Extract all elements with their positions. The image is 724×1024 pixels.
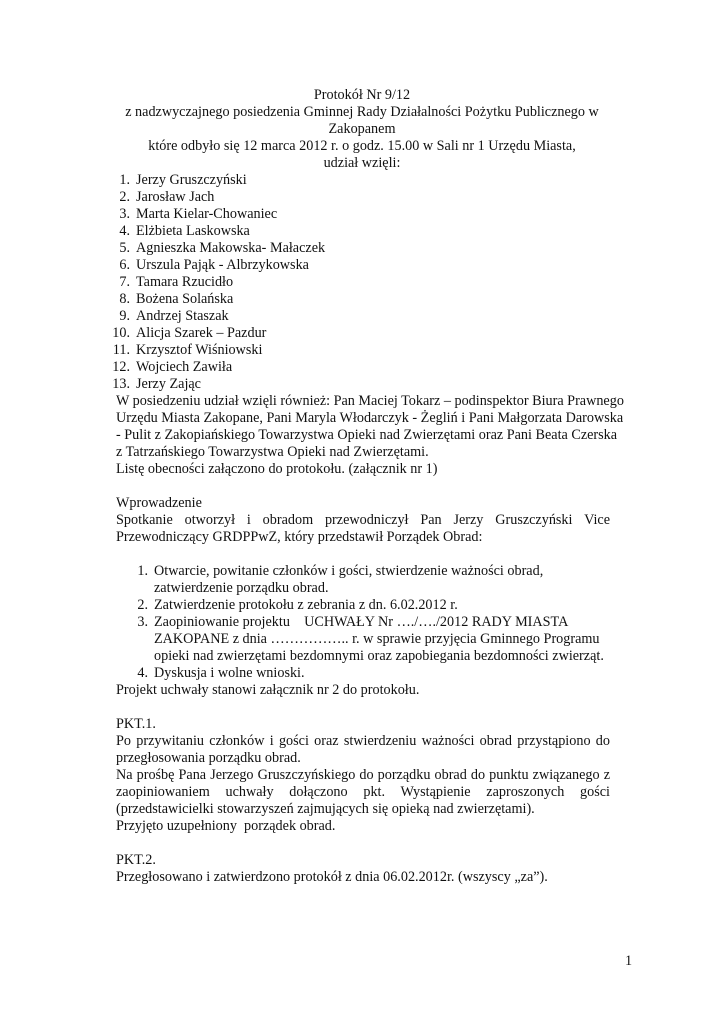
agenda-number: 1. [137, 563, 148, 579]
agenda-text: Otwarcie, powitanie członków i gości, stwierdzenie ważności obrad, [154, 563, 544, 579]
guests-line: z Tatrzańskiego Towarzystwa Opieki nad Zwierzętami. [116, 444, 429, 460]
list-number: 9. [119, 308, 130, 324]
attendee-name: Wojciech Zawiła [136, 359, 233, 375]
agenda-item [128, 563, 543, 580]
list-number: 10. [112, 325, 130, 341]
attendee-name: Elżbieta Laskowska [136, 223, 250, 239]
agenda-text: Zaopiniowanie projektu UCHWAŁY Nr …./…./2012 RADY MIASTA [154, 614, 569, 630]
list-item [110, 274, 233, 291]
intro-heading: Wprowadzenie [116, 495, 202, 511]
list-item [110, 359, 232, 376]
list-number: 3. [119, 206, 130, 222]
pkt1-line: Po przywitaniu członków i gości oraz stwierdzeniu ważności obrad przystąpiono do [116, 733, 610, 749]
agenda-text-continued: opieki nad zwierzętami bezdomnymi oraz zapobiegania bezdomności zwierząt. [154, 648, 604, 664]
agenda-number: 3. [137, 614, 148, 630]
attendee-name: Andrzej Staszak [136, 308, 229, 324]
list-item [110, 240, 325, 257]
attendee-name: Jerzy Zając [136, 376, 201, 392]
attendee-name: Alicja Szarek – Pazdur [136, 325, 267, 341]
attendee-name: Urszula Pająk - Albrzykowska [136, 257, 309, 273]
intro-line: Spotkanie otworzył i obradom przewodniczył Pan Jerzy Gruszczyński Vice [116, 512, 610, 528]
list-number: 5. [119, 240, 130, 256]
guests-line: W posiedzeniu udział wzięli również: Pan Maciej Tokarz – podinspektor Biura Prawnego [116, 393, 624, 409]
pkt2-line: Przegłosowano i zatwierdzono protokół z dnia 06.02.2012r. (wszyscy „za”). [116, 869, 548, 885]
pkt1-line: Na prośbę Pana Jerzego Gruszczyńskiego do porządku obrad do punktu związanego z [116, 767, 610, 783]
agenda-text-continued: zatwierdzenie porządku obrad. [154, 580, 329, 596]
attendee-name: Jarosław Jach [136, 189, 215, 205]
agenda-item [128, 665, 305, 682]
list-number: 4. [119, 223, 130, 239]
list-number: 12. [112, 359, 130, 375]
attendee-name: Tamara Rzucidło [136, 274, 234, 290]
header-line-3: które odbyło się 12 marca 2012 r. o godz. 15.00 w Sali nr 1 Urzędu Miasta, [148, 138, 576, 154]
agenda-number: 2. [137, 597, 148, 613]
list-item [110, 223, 250, 240]
list-item [110, 376, 201, 393]
list-number: 1. [119, 172, 130, 188]
list-number: 13. [112, 376, 130, 392]
list-item [110, 308, 229, 325]
pkt2-heading: PKT.2. [116, 852, 156, 868]
agenda-text: Dyskusja i wolne wnioski. [154, 665, 305, 681]
agenda-item [128, 614, 568, 631]
pkt1-heading: PKT.1. [116, 716, 156, 732]
list-item [110, 206, 277, 223]
header-line-4: udział wzięli: [323, 155, 401, 171]
list-number: 8. [119, 291, 130, 307]
attendee-name: Bożena Solańska [136, 291, 234, 307]
list-item [110, 291, 233, 308]
list-item [110, 342, 262, 359]
list-number: 11. [112, 342, 130, 358]
list-item [110, 189, 214, 206]
attendee-name: Jerzy Gruszczyński [136, 172, 247, 188]
project-note: Projekt uchwały stanowi załącznik nr 2 do protokołu. [116, 682, 420, 698]
pkt1-line: zaopiniowaniem uchwały dołączono pkt. Wystąpienie zaproszonych gości [116, 784, 610, 800]
document-title: Protokół Nr 9/12 [313, 87, 411, 103]
list-number: 2. [119, 189, 130, 205]
agenda-text-continued: ZAKOPANE z dnia …………….. r. w sprawie przyjęcia Gminnego Programu [154, 631, 600, 647]
guests-line: - Pulit z Zakopiańskiego Towarzystwa Opieki nad Zwierzętami oraz Pani Beata Czerska [116, 427, 618, 443]
header-line-1: z nadzwyczajnego posiedzenia Gminnej Rady Działalności Pożytku Publicznego w [125, 104, 599, 120]
list-item [110, 325, 266, 342]
attendee-name: Marta Kielar-Chowaniec [136, 206, 278, 222]
list-item [110, 172, 247, 189]
list-item [110, 257, 309, 274]
header-line-2: Zakopanem [328, 121, 396, 137]
attendance-note: Listę obecności załączono do protokołu. (załącznik nr 1) [116, 461, 438, 477]
agenda-item [128, 597, 458, 614]
attendee-name: Krzysztof Wiśniowski [136, 342, 263, 358]
pkt1-line: przegłosowania porządku obrad. [116, 750, 301, 766]
guests-line: Urzędu Miasta Zakopane, Pani Maryla Włodarczyk - Żegliń i Pani Małgorzata Darowska [116, 410, 624, 426]
pkt1-line: (przedstawicielki stowarzyszeń zajmujących się opieką nad zwierzętami). [116, 801, 535, 817]
agenda-number: 4. [137, 665, 148, 681]
pkt1-line: Przyjęto uzupełniony porządek obrad. [116, 818, 336, 834]
agenda-text: Zatwierdzenie protokołu z zebrania z dn. 6.02.2012 r. [154, 597, 458, 613]
attendee-name: Agnieszka Makowska- Małaczek [136, 240, 326, 256]
page-number: 1 [625, 953, 633, 969]
list-number: 6. [119, 257, 130, 273]
list-number: 7. [119, 274, 130, 290]
intro-line: Przewodniczący GRDPPwZ, który przedstawił Porządek Obrad: [116, 529, 483, 545]
